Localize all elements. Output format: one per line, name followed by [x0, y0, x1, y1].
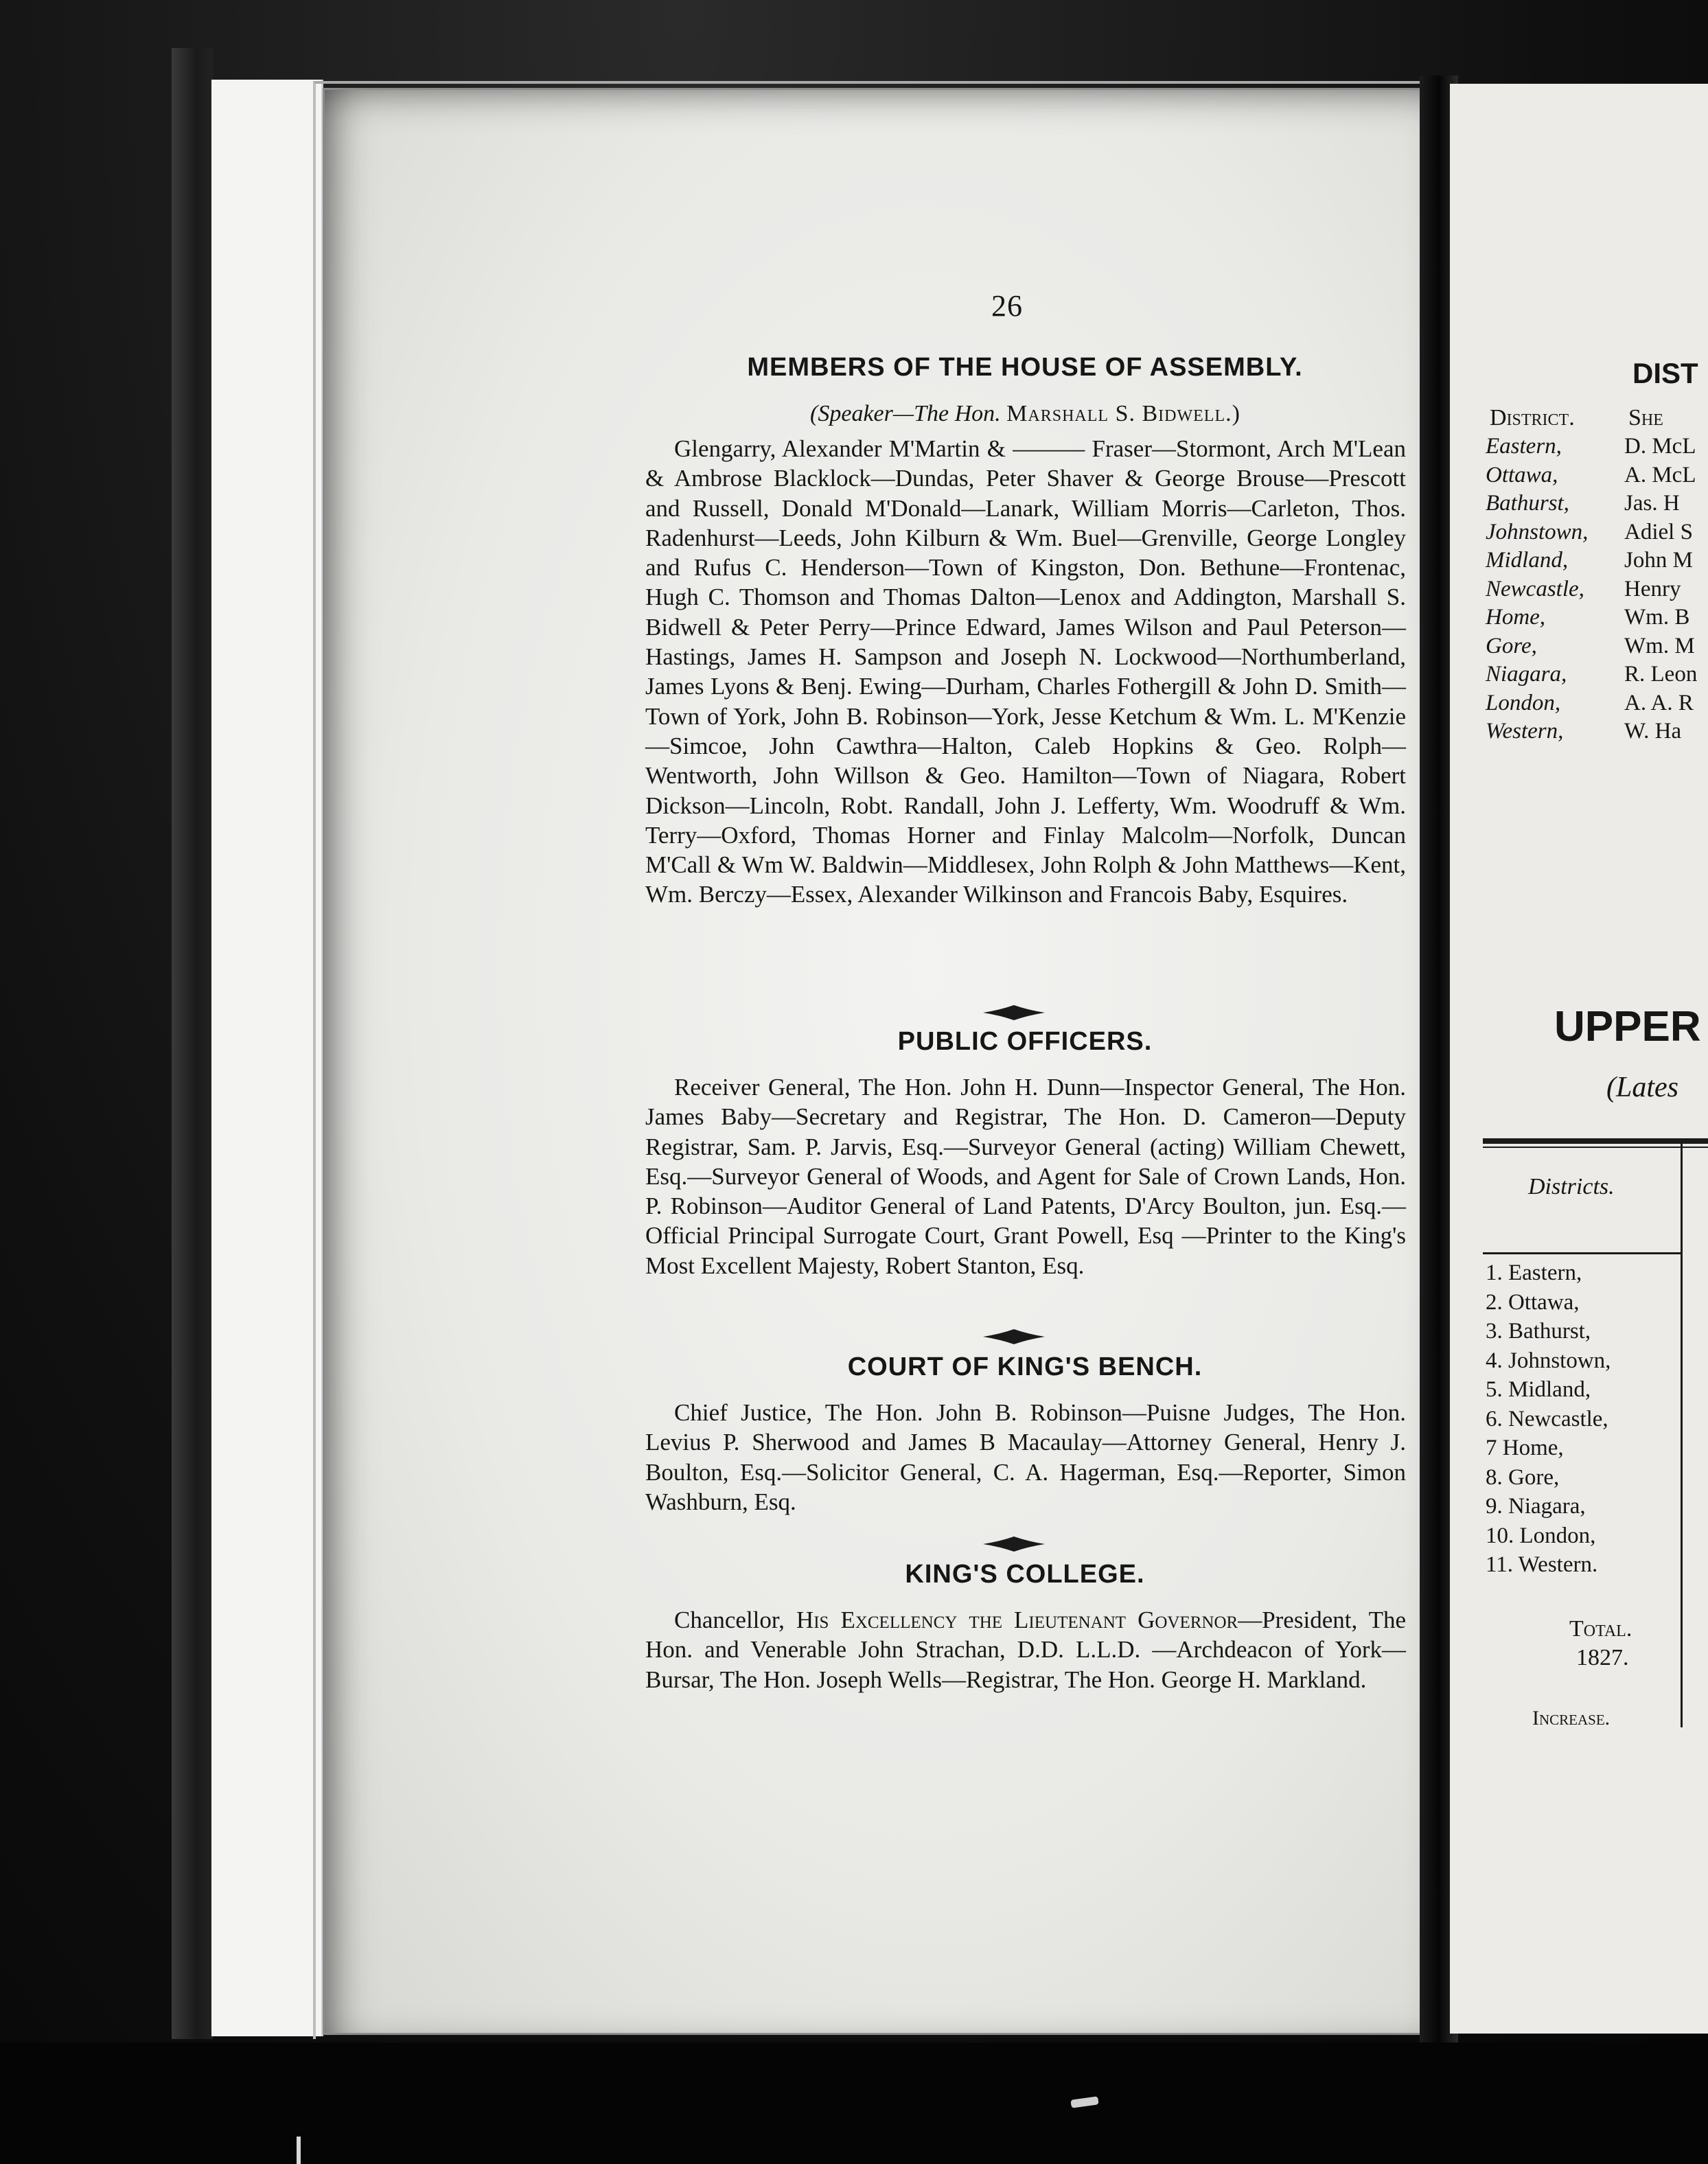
- right-sheriff-item: Adiel S: [1624, 519, 1693, 544]
- right-col-second: She: [1628, 405, 1663, 430]
- table-row: 2. Ottawa,: [1486, 1289, 1580, 1315]
- page-number: 26: [991, 289, 1023, 323]
- section-divider-ornament: [983, 1535, 1045, 1553]
- right-sheriff-item: Wm. B: [1624, 605, 1690, 630]
- table-total-label: Total.: [1569, 1616, 1632, 1642]
- scan-artifact-mark: [297, 2137, 301, 2164]
- right-district-item: Johnstown,: [1486, 519, 1589, 544]
- table-row: 4. Johnstown,: [1486, 1348, 1611, 1373]
- right-sheriff-item: A. A. R: [1624, 690, 1694, 715]
- table-top-rule-thin: [1483, 1147, 1708, 1148]
- court-members-list: Chief Justice, The Hon. John B. Robinson—Puisne Judges, The Hon. Levius P. Sherwood and James B Macaulay—Attorney General, Henry J. Boulton, Esq.—Solicitor General, C. A. Hagerman, Esq.—Reporter, Simon Washburn, Esq.: [645, 1399, 1406, 1515]
- right-district-item: London,: [1486, 690, 1561, 715]
- heading-court-of-kings-bench: COURT OF KING'S BENCH.: [847, 1352, 1203, 1381]
- table-column-rule: [1681, 1144, 1683, 1727]
- table-row: 9. Niagara,: [1486, 1494, 1586, 1519]
- right-district-item: Ottawa,: [1486, 462, 1558, 487]
- table-row: 6. Newcastle,: [1486, 1406, 1608, 1431]
- right-heading-fragment: DIST: [1632, 357, 1698, 389]
- members-list: Glengarry, Alexander M'Martin & ——— Fraser—Stormont, Arch M'Lean & Ambrose Blacklock—Dundas, Peter Shaver & George Brouse—Prescott and Russell, Donald M'Donald—Lanark, William Morris—Carleton, Thos. Radenhurst—Leeds, John Kilburn & Wm. Buel—Grenville, George Longley and Rufus C. Henderson—Town of Kingston, Don. Bethune—Frontenac, Hugh C. Thomson and Thomas Dalton—Lenox and Addington, Marshall S. Bidwell & Peter Perry—Prince Edward, James Wilson and Paul Peterson—Hastings, James H. Sampson and Joseph N. Lockwood—Northumberland, James Lyons & Benj. Ewing—Durham, Charles Fothergill & John D. Smith—Town of York, John B. Robinson—York, Jesse Ketchum & Wm. L. M'Kenzie—Simcoe, John Cawthra—Halton, Caleb Hopkins & Geo. Rolph—Wentworth, John Willson & Geo. Hamilton—Town of Niagara, Robert Dickson—Lincoln, Robt. Randall, John J. Lefferty, Wm. Woodruff & Wm. Terry—Oxford, Thomas Horner and Finlay Malcolm—Norfolk, Duncan M'Call & Wm W. Baldwin—Middlesex, John Rolph & John Matthews—Kent, Wm. Berczy—Essex, Alexander Wilkinson and Francois Baby, Esquires.: [645, 435, 1406, 908]
- college-part-2: His Excellency the Lieutenant Governor: [796, 1607, 1238, 1633]
- right-sheriff-item: Wm. M: [1624, 633, 1695, 658]
- table-year-label: 1827.: [1576, 1645, 1629, 1670]
- heading-kings-college: KING'S COLLEGE.: [905, 1560, 1145, 1589]
- right-district-item: Western,: [1486, 719, 1564, 744]
- right-district-item: Bathurst,: [1486, 491, 1569, 516]
- heading-house-of-assembly: MEMBERS OF THE HOUSE OF ASSEMBLY.: [747, 353, 1303, 382]
- speaker-line: [638, 401, 1411, 427]
- table-row: 11. Western.: [1486, 1552, 1598, 1577]
- table-row: 5. Midland,: [1486, 1377, 1591, 1402]
- scan-bottom-border: [0, 2042, 1708, 2164]
- right-sheriff-item: R. Leon: [1624, 662, 1698, 687]
- right-district-item: Newcastle,: [1486, 576, 1584, 601]
- public-officers-list: Receiver General, The Hon. John H. Dunn—Inspector General, The Hon. James Baby—Secretary and Registrar, The Hon. D. Cameron—Deputy Registrar, Sam. P. Jarvis, Esq.—Surveyor General (acting) William Chewett, Esq.—Surveyor General of Woods, and Agent for Sale of Crown Lands, Hon. P. Robinson—Auditor General of Land Patents, D'Arcy Boulton, jun. Esq.—Official Principal Surrogate Court, Grant Powell, Esq —Printer to the King's Most Excellent Majesty, Robert Stanton, Esq.: [645, 1074, 1406, 1279]
- right-district-item: Midland,: [1486, 548, 1569, 573]
- right-district-item: Eastern,: [1486, 434, 1562, 459]
- right-col-district: District.: [1490, 405, 1575, 430]
- college-part-3: —President, The Hon. and Venerable John Strachan, D.D. L.L.D. —Archdeacon of York—Bursar, The Hon. Joseph Wells—Registrar, The Hon. George H. Markland.: [645, 1607, 1406, 1693]
- right-latest-fragment: (Lates: [1606, 1072, 1678, 1103]
- table-header-rule: [1483, 1252, 1682, 1254]
- binding-strip: [172, 48, 213, 2039]
- table-row: 10. London,: [1486, 1523, 1596, 1548]
- right-district-item: Niagara,: [1486, 662, 1567, 687]
- right-sheriff-item: A. McL: [1624, 462, 1696, 487]
- college-part-1: Chancellor,: [674, 1607, 796, 1633]
- right-district-item: Gore,: [1486, 633, 1537, 658]
- right-sheriff-item: D. McL: [1624, 434, 1696, 459]
- table-increase-label: Increase.: [1532, 1707, 1611, 1729]
- heading-public-officers: PUBLIC OFFICERS.: [897, 1027, 1153, 1056]
- right-sheriff-item: Jas. H: [1624, 491, 1680, 516]
- right-sheriff-item: John M: [1624, 548, 1693, 573]
- blank-margin-page: [211, 80, 323, 2036]
- table-row: 8. Gore,: [1486, 1464, 1560, 1490]
- table-row: 7 Home,: [1486, 1436, 1564, 1460]
- speaker-suffix: ): [1232, 401, 1240, 426]
- table-header-districts: Districts.: [1528, 1174, 1615, 1199]
- speaker-prefix: (Speaker—The Hon.: [810, 401, 1007, 426]
- speaker-name: Marshall S. Bidwell.: [1006, 401, 1232, 426]
- section-divider-ornament: [983, 1328, 1045, 1346]
- table-row: 3. Bathurst,: [1486, 1319, 1591, 1344]
- right-upper-fragment: UPPER: [1554, 1003, 1701, 1050]
- table-top-rule: [1483, 1138, 1708, 1144]
- right-sheriff-item: Henry: [1624, 576, 1681, 601]
- kings-college-list: [645, 1605, 1406, 1694]
- right-sheriff-item: W. Ha: [1624, 719, 1682, 744]
- section-divider-ornament: [983, 1004, 1045, 1022]
- right-district-item: Home,: [1486, 605, 1546, 630]
- table-row: 1. Eastern,: [1486, 1261, 1582, 1285]
